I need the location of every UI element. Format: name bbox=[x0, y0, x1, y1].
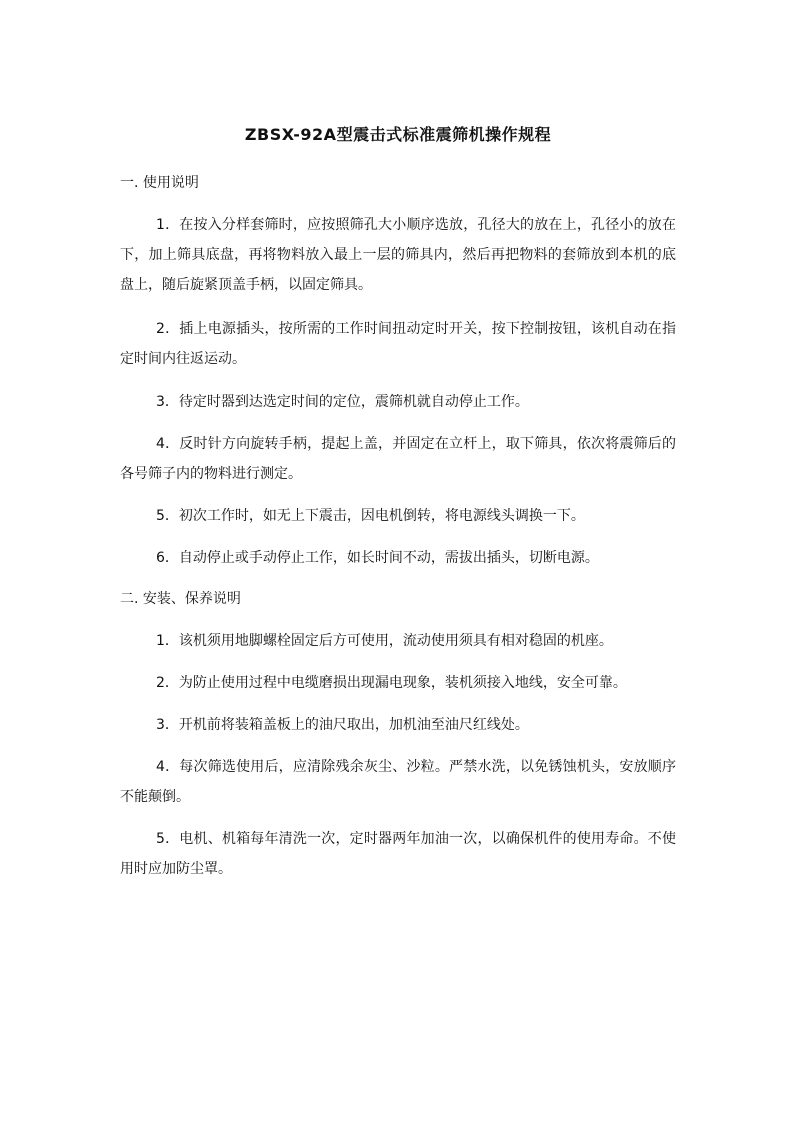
section-heading-usage: 一. 使用说明 bbox=[120, 175, 199, 191]
install-item-3: 3．开机前将装箱盖板上的油尺取出，加机油至油尺红线处。 bbox=[156, 717, 529, 733]
install-item-2: 2．为防止使用过程中电缆磨损出现漏电现象，装机须接入地线，安全可靠。 bbox=[156, 675, 627, 691]
usage-item-3: 3．待定时器到达选定时间的定位，震筛机就自动停止工作。 bbox=[156, 394, 529, 410]
usage-item-5: 5．初次工作时，如无上下震击，因电机倒转，将电源线头调换一下。 bbox=[156, 508, 585, 524]
document-page bbox=[120, 0, 676, 1123]
section-heading-install: 二. 安装、保养说明 bbox=[120, 591, 241, 607]
usage-item-2: 2．插上电源插头，按所需的工作时间扭动定时开关，按下控制按钮，该机自动在指定时间内往返运动。 bbox=[120, 321, 676, 367]
install-item-4: 4．每次筛选使用后，应清除残余灰尘、沙粒。严禁水洗，以免锈蚀机头，安放顺序不能颠倒。 bbox=[120, 759, 676, 805]
install-item-5: 5．电机、机箱每年清洗一次，定时器两年加油一次，以确保机件的使用寿命。不使用时应加防尘罩。 bbox=[120, 831, 676, 877]
install-item-1: 1．该机须用地脚螺栓固定后方可使用，流动使用须具有相对稳固的机座。 bbox=[156, 633, 613, 649]
document-title: ZBSX-92A型震击式标准震筛机操作规程 bbox=[244, 125, 552, 144]
usage-item-6: 6．自动停止或手动停止工作，如长时间不动，需拔出插头，切断电源。 bbox=[156, 550, 599, 566]
usage-item-1: 1．在按入分样套筛时，应按照筛孔大小顺序选放，孔径大的放在上，孔径小的放在下，加上筛具底盘，再将物料放入最上一层的筛具内，然后再把物料的套筛放到本机的底盘上，随后旋紧顶盖手柄，以固定筛具。 bbox=[120, 217, 676, 293]
usage-item-4: 4．反时针方向旋转手柄，提起上盖，并固定在立杆上，取下筛具，依次将震筛后的各号筛子内的物料进行测定。 bbox=[120, 436, 676, 482]
